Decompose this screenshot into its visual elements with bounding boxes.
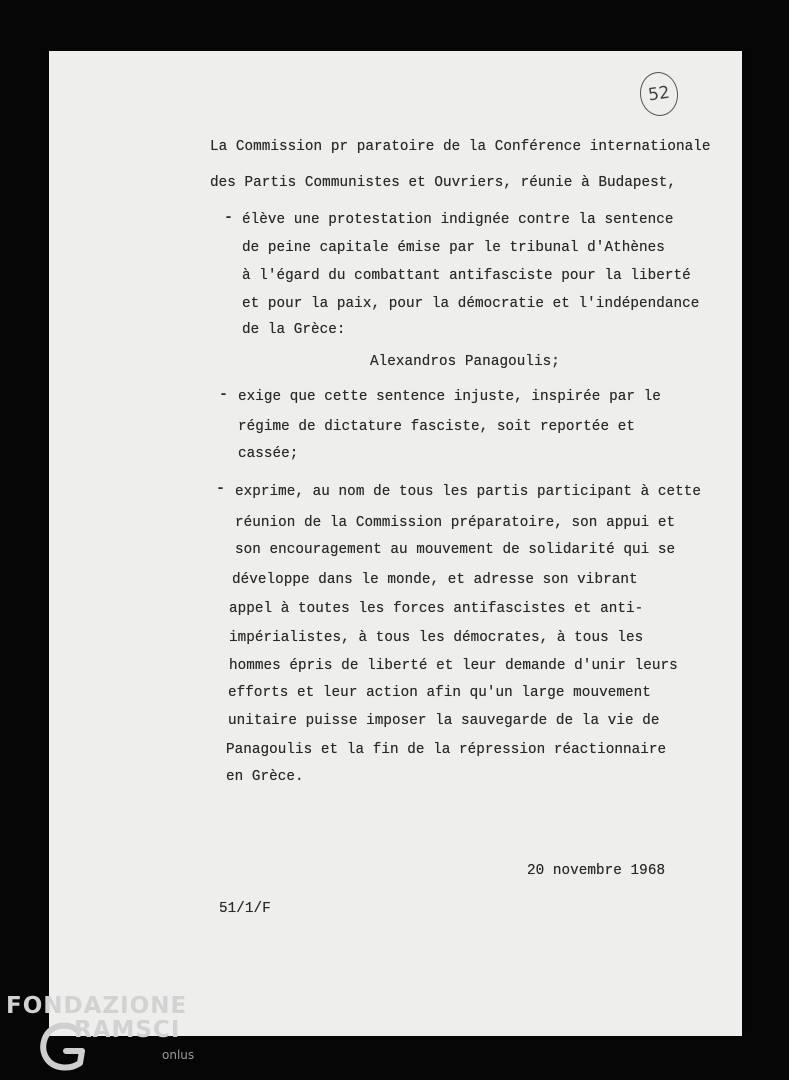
document-date: 20 novembre 1968 <box>527 863 666 879</box>
document-reference: 51/1/F <box>219 901 271 917</box>
item3-line: appel à toutes les forces antifascistes et anti- <box>229 601 644 617</box>
fondazione-gramsci-logo <box>6 993 196 1073</box>
item1-line: de peine capitale émise par le tribunal d'Athènes <box>242 240 665 256</box>
item3-line: Panagoulis et la fin de la répression réactionnaire <box>226 742 667 758</box>
item2-line: exige que cette sentence injuste, inspirée par le <box>238 389 661 405</box>
item1-line: à l'égard du combattant antifasciste pour la liberté <box>242 268 691 284</box>
item2-line: cassée; <box>238 446 299 462</box>
intro-line: La Commission pr paratoire de la Conférence internationale <box>210 139 711 155</box>
item3-line: développe dans le monde, et adresse son vibrant <box>232 572 638 588</box>
page-number: 52 <box>646 82 672 106</box>
intro-line: des Partis Communistes et Ouvriers, réunie à Budapest, <box>210 175 676 191</box>
item3-line: en Grèce. <box>226 769 304 785</box>
item3-line: unitaire puisse imposer la sauvegarde de la vie de <box>228 713 660 729</box>
item3-line: son encouragement au mouvement de solidarité qui se <box>235 542 676 558</box>
item1-line: élève une protestation indignée contre la sentence <box>242 212 674 228</box>
item2-line: régime de dictature fasciste, soit reportée et <box>238 419 635 435</box>
item3-line: exprime, au nom de tous les partis participant à cette <box>235 484 701 500</box>
bullet-dash: - <box>219 386 229 403</box>
logo-onlus: onlus <box>162 1048 195 1062</box>
item1-line: et pour la paix, pour la démocratie et l'indépendance <box>242 296 700 312</box>
item3-line: efforts et leur action afin qu'un large mouvement <box>228 685 651 701</box>
bullet-dash: - <box>224 209 234 226</box>
bullet-dash: - <box>216 480 226 497</box>
item1-line: de la Grèce: <box>242 322 346 338</box>
item3-line: réunion de la Commission préparatoire, son appui et <box>235 515 676 531</box>
item3-line: impérialistes, à tous les démocrates, à tous les <box>229 630 644 646</box>
logo-line-1: FONDAZIONE <box>6 993 188 1019</box>
defendant-name: Alexandros Panagoulis; <box>370 354 560 370</box>
item3-line: hommes épris de liberté et leur demande d'unir leurs <box>229 658 678 674</box>
logo-line-2: RAMSCI <box>74 1017 181 1043</box>
